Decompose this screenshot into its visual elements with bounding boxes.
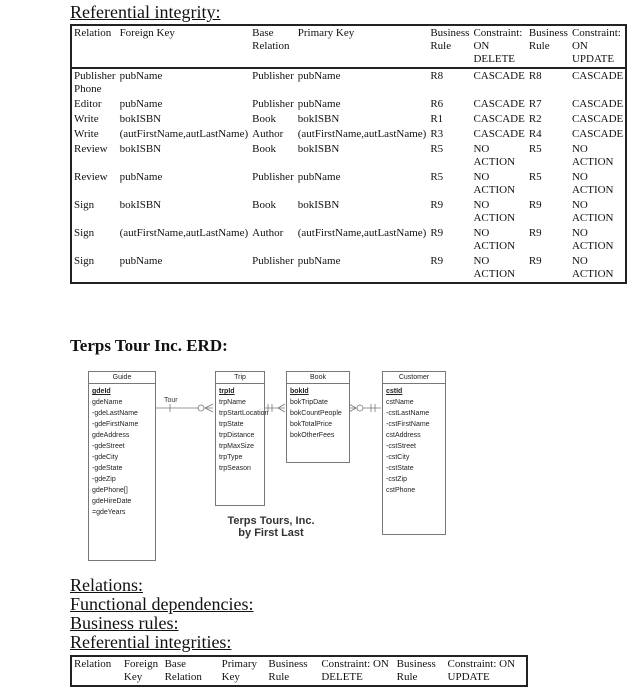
ri-table-cell: bokISBN — [119, 199, 162, 211]
ri-table-cell: R9 — [430, 199, 444, 211]
trip-attribute: trpSeason — [219, 465, 251, 472]
ri-table-cell: R5 — [528, 143, 542, 155]
guide-attribute: -gdeCity — [92, 454, 119, 461]
ri-table-row — [71, 198, 626, 226]
entity-name: Book — [287, 372, 349, 384]
ri-table-body — [71, 68, 626, 283]
bottom-header-cell: Primary Key — [221, 658, 258, 683]
ri-table-cell: pubName — [119, 255, 163, 267]
bottom-header-cell: Constraint: ON UPDATE — [447, 658, 516, 683]
trip-book-crow — [278, 408, 285, 412]
ri-table-cell: (autFirstName,autLastName) — [297, 128, 427, 140]
entity-attributes — [216, 384, 269, 476]
ri-table-row — [71, 254, 626, 283]
customer-attribute: -cstStreet — [386, 443, 416, 450]
ri-table-cell: (autFirstName,autLastName) — [119, 227, 249, 239]
ri-table-cell: NO ACTION — [571, 255, 614, 280]
book-customer-circle — [357, 405, 363, 411]
ri-header-cell: Constraint: ON DELETE — [473, 27, 523, 65]
ri-table-cell: (autFirstName,autLastName) — [297, 227, 427, 239]
guide-attribute: -gdeZip — [92, 476, 116, 483]
ri-table-cell: Write — [74, 113, 99, 125]
ri-header-cell: Business Rule — [430, 27, 470, 52]
trip-book-crow — [278, 404, 285, 408]
ri-table-cell: R5 — [430, 171, 444, 183]
erd-caption-title: Terps Tours, Inc. — [227, 515, 315, 527]
customer-attribute: cstAddress — [386, 432, 421, 439]
bottom-header-cell: Base Relation — [164, 658, 202, 683]
bottom-headings — [70, 576, 253, 652]
ri-table-cell: R3 — [430, 128, 444, 140]
guide-entity — [88, 371, 156, 561]
ri-table-cell: NO ACTION — [473, 143, 516, 168]
entity-name: Guide — [89, 372, 155, 384]
customer-attribute: cstName — [386, 399, 414, 406]
entity-attributes — [383, 384, 445, 498]
guide-trip-circle — [198, 405, 204, 411]
ri-table-cell: bokISBN — [119, 113, 162, 125]
trip-attribute: trpName — [219, 399, 246, 406]
guide-attribute: -gdeStreet — [92, 443, 125, 450]
ri-table-row — [71, 142, 626, 170]
ri-table-cell: CASCADE — [571, 113, 624, 125]
ri-table-cell: NO ACTION — [473, 199, 516, 224]
ri-table-cell: R9 — [430, 255, 444, 267]
ri-table-cell: R5 — [528, 171, 542, 183]
ri-table-cell: Book — [252, 199, 277, 211]
ri-table-row — [71, 226, 626, 254]
ri-table-cell: R7 — [528, 98, 542, 110]
ri-table-cell: pubName — [297, 255, 341, 267]
ri-table-row — [71, 112, 626, 127]
ri-table-cell: CASCADE — [571, 70, 624, 82]
guide-attribute: gdeName — [92, 399, 123, 406]
book-attribute: bokTripDate — [290, 399, 328, 406]
ri-table-cell: bokISBN — [297, 143, 340, 155]
guide-attribute: =gdeYears — [92, 509, 126, 516]
ri-table-cell: CASCADE — [473, 98, 525, 110]
ri-table-cell: NO ACTION — [571, 143, 614, 168]
bottom-ri-table — [70, 655, 528, 687]
ri-table-row — [71, 127, 626, 142]
bottom-header-cell: Business Rule — [268, 658, 308, 683]
customer-primary-key: cstId — [386, 388, 403, 395]
ri-header-cell: Foreign Key — [119, 27, 175, 39]
ri-table-cell: Review — [74, 143, 108, 155]
ri-table-cell: R4 — [528, 128, 542, 140]
entity-name: Customer — [383, 372, 445, 384]
guide-attribute: gdeAddress — [92, 432, 130, 439]
tour-relationship-label: Tour — [164, 397, 178, 404]
ri-header-cell: Base Relation — [252, 27, 290, 52]
ri-table-cell: NO ACTION — [473, 171, 516, 196]
ri-heading: Referential integrity: — [70, 2, 221, 22]
trip-entity — [215, 371, 269, 506]
ri-table-cell: NO ACTION — [571, 227, 614, 252]
ri-table-cell: Publisher — [252, 70, 294, 82]
ri-table-cell: R9 — [528, 199, 542, 211]
guide-primary-key: gdeId — [92, 388, 111, 395]
trip-attribute: trpMaxSize — [219, 443, 255, 450]
bottom-header-cell: Relation — [74, 658, 112, 670]
ri-table-cell: bokISBN — [119, 143, 162, 155]
ri-table-cell: CASCADE — [571, 128, 624, 140]
ri-table-cell: R2 — [528, 113, 542, 125]
ri-header-cell: Relation — [74, 27, 112, 39]
ri-table-cell: pubName — [297, 171, 341, 183]
ri-table-cell: NO ACTION — [473, 227, 516, 252]
entity-name: Trip — [216, 372, 264, 384]
customer-attribute: -cstZip — [386, 476, 407, 483]
book-attribute: bokCountPeople — [290, 410, 342, 417]
ri-table-cell: pubName — [119, 70, 163, 82]
ri-table-cell: R8 — [528, 70, 542, 82]
guide-attribute: gdeHireDate — [92, 498, 132, 505]
ri-table-cell: Publisher — [252, 98, 294, 110]
customer-attribute: -cstState — [386, 465, 414, 472]
ri-table-cell: R5 — [430, 143, 444, 155]
guide-trip-crow — [205, 404, 213, 408]
ri-table-cell: Publisher — [252, 171, 294, 183]
ri-table-cell: pubName — [297, 70, 341, 82]
customer-entity — [382, 371, 446, 535]
relations-heading: Relations: — [70, 575, 143, 595]
ri-table-cell: NO ACTION — [571, 171, 614, 196]
bottom-header-row — [71, 656, 527, 686]
ri-table-cell: Author — [252, 227, 284, 239]
business-rules-heading: Business rules: — [70, 613, 179, 633]
bottom-header-cell: Constraint: ON DELETE — [321, 658, 389, 683]
ri-header-cell: Business Rule — [528, 27, 568, 52]
ri-table-cell: Sign — [74, 199, 95, 211]
ri-table-cell: pubName — [119, 171, 163, 183]
customer-attribute: cstPhone — [386, 487, 416, 494]
book-customer-crow — [349, 404, 356, 408]
customer-attribute: -cstFirstName — [386, 421, 430, 428]
book-customer-crow — [349, 408, 356, 412]
ri-table-cell: R6 — [430, 98, 444, 110]
ri-table-cell: Book — [252, 113, 277, 125]
ri-table-cell: Book — [252, 143, 277, 155]
ri-table-cell: CASCADE — [473, 70, 525, 82]
ri-table-cell: Publisher Phone — [74, 70, 116, 95]
book-attribute: bokTotalPrice — [290, 421, 333, 428]
ri-table-cell: CASCADE — [571, 98, 624, 110]
ri-header-row — [71, 25, 626, 68]
ri-table-cell: Sign — [74, 227, 95, 239]
ri-table-cell: pubName — [119, 98, 163, 110]
customer-attribute: -cstLastName — [386, 410, 430, 417]
ri-table-cell: CASCADE — [473, 113, 525, 125]
erd-caption — [206, 515, 336, 539]
trip-attribute: trpStartLocation — [219, 410, 269, 417]
ri-table-cell: Review — [74, 171, 108, 183]
guide-attribute: -gdeState — [92, 465, 123, 472]
ri-table-cell: pubName — [297, 98, 341, 110]
ri-table-row — [71, 170, 626, 198]
ri-table-cell: R9 — [528, 255, 542, 267]
guide-attribute: -gdeFirstName — [92, 421, 139, 428]
ri-table-cell: Sign — [74, 255, 95, 267]
bottom-header-cell: Foreign Key — [123, 658, 159, 683]
ri-table-cell: R9 — [430, 227, 444, 239]
ri-table-cell: Publisher — [252, 255, 294, 267]
guide-attribute: -gdeLastName — [92, 410, 138, 417]
entity-attributes — [287, 384, 349, 443]
ri-table-cell: R9 — [528, 227, 542, 239]
trip-attribute: trpState — [219, 421, 244, 428]
ri-header-cell: Constraint: ON UPDATE — [571, 27, 621, 65]
guide-attribute: gdePhone[] — [92, 487, 128, 494]
ri-table-cell: NO ACTION — [473, 255, 516, 280]
erd-diagram — [86, 371, 518, 566]
book-entity — [286, 371, 350, 463]
ri-table-cell: bokISBN — [297, 199, 340, 211]
trip-primary-key: trpId — [219, 388, 235, 395]
erd-heading: Terps Tour Inc. ERD: — [70, 336, 228, 355]
ri-table-cell: CASCADE — [473, 128, 525, 140]
entity-attributes — [89, 384, 155, 520]
trip-attribute: trpType — [219, 454, 243, 461]
ri-table-row — [71, 97, 626, 112]
functional-dependencies-heading: Functional dependencies: — [70, 594, 254, 614]
trip-attribute: trpDistance — [219, 432, 255, 439]
ri-table-cell: Editor — [74, 98, 102, 110]
erd-caption-author: by First Last — [238, 527, 304, 539]
ri-table — [70, 24, 627, 284]
ri-table-cell: (autFirstName,autLastName) — [119, 128, 249, 140]
ri-table-cell: Write — [74, 128, 99, 140]
guide-trip-crow — [205, 408, 213, 412]
customer-attribute: -cstCity — [386, 454, 410, 461]
ri-table-cell: Author — [252, 128, 284, 140]
book-primary-key: bokId — [290, 388, 309, 395]
ri-table-cell: R8 — [430, 70, 444, 82]
book-attribute: bokOtherFees — [290, 432, 335, 439]
ri-table-row — [71, 68, 626, 97]
bottom-header-cell: Business Rule — [396, 658, 436, 683]
ri-header-cell: Primary Key — [297, 27, 355, 39]
ri-table-cell: bokISBN — [297, 113, 340, 125]
referential-integrities-heading: Referential integrities: — [70, 632, 232, 652]
ri-table-cell: NO ACTION — [571, 199, 614, 224]
ri-table-cell: R1 — [430, 113, 444, 125]
